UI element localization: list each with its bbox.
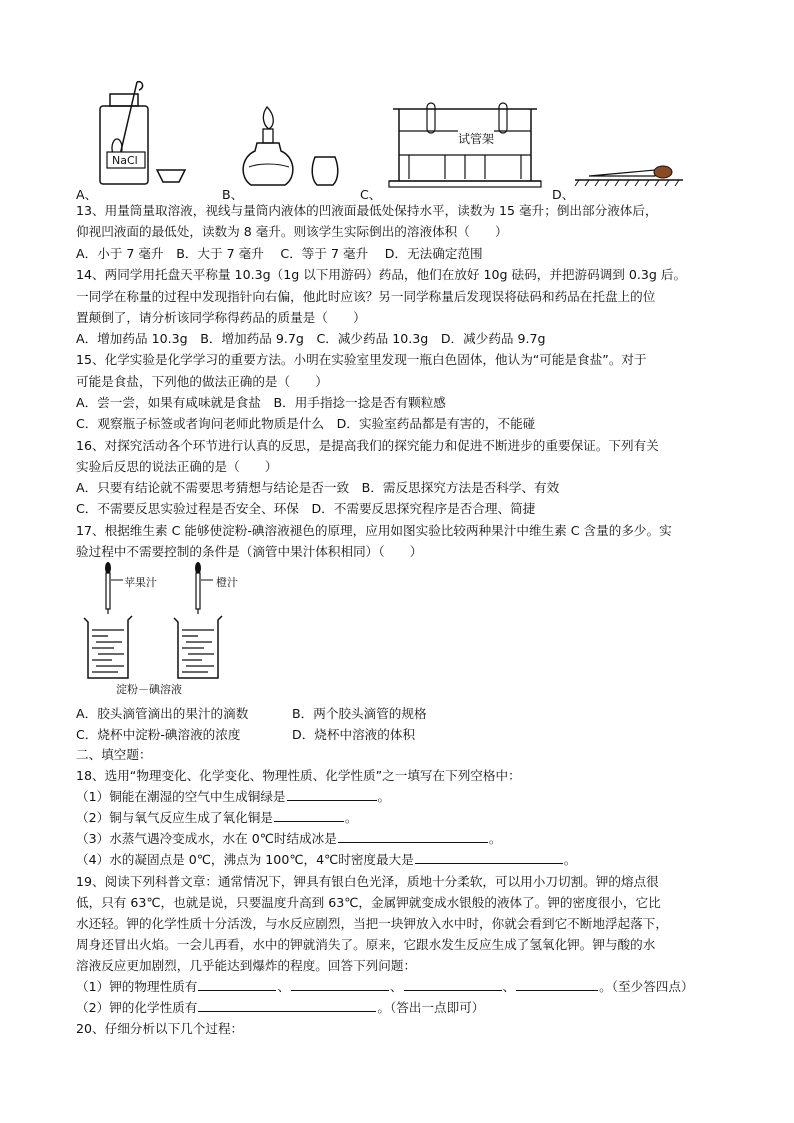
q17-option-d: D．烧杯中溶液的体积 <box>292 727 416 742</box>
q20-line1: 20、仔细分析以下几个过程： <box>76 1021 244 1036</box>
q19-item2-end: 。（答出一点即可） <box>377 1000 485 1015</box>
q14-line2: 一同学在称量的过程中发现指针向右偏，他此时应该？另一同学称量后发现误将砝码和药品在托盘上的位 <box>76 289 656 304</box>
q15-line2: 可能是食盐，下列他的做法正确的是（ ） <box>76 374 328 389</box>
nacl-label: NaCl <box>112 154 138 167</box>
q16-options2: C．不需要反思实验过程是否安全、环保 D．不需要反思探究程序是否合理、简捷 <box>76 501 536 516</box>
q19-sep2: 、 <box>389 979 403 994</box>
q13-line2: 仰视凹液面的最低处，读数为 8 毫升。则该学生实际倒出的溶液体积（ ） <box>76 224 508 239</box>
q19-item2 <box>76 998 484 1017</box>
q14-line1: 14、两同学用托盘天平称量 10.3g（1g 以下用游码）药品，他们在放好 10g 砝码，并把游码调到 0.3g 后。 <box>76 267 687 282</box>
test-tube-rack-figure <box>385 105 545 190</box>
q14-line3: 置颠倒了，请分析该同学称得药品的质量是（ ） <box>76 310 366 325</box>
q17-option-c: C．烧杯中淀粉-碘溶液的浓度 <box>76 727 241 742</box>
q19-line2: 低，只有 63℃，也就是说，只要温度升高到 63℃，金属钾就变成水银般的液体了。钾的密度很小，它比 <box>76 895 661 910</box>
q18-intro: 18、选用“物理变化、化学变化、物理性质、化学性质”之一填写在下列空格中： <box>76 768 521 783</box>
q18-item4 <box>76 850 576 869</box>
q16-line1: 16、对探究活动各个环节进行认真的反思，是提高我们的探究能力和促进不断进步的重要保证。下列有关 <box>76 438 659 453</box>
q18-item2 <box>76 808 358 827</box>
q19-item1 <box>76 977 694 996</box>
alcohol-lamp-figure <box>245 105 345 190</box>
q19-blank3[interactable] <box>404 977 502 991</box>
q19-blank5[interactable] <box>198 998 376 1012</box>
q13-line1: 13、用量筒量取溶液，视线与量筒内液体的凹液面最低处保持水平，读数为 15 毫升；倒出部分液体后， <box>76 203 658 218</box>
q18-item4-text: （4）水的凝固点是 0℃，沸点为 100℃，4℃时密度最大是 <box>76 852 414 867</box>
q18-item1-end: 。 <box>377 789 391 804</box>
q15-options2: C．观察瓶子标签或者询问老师此物质是什么 D．实验室药品都是有害的，不能碰 <box>76 416 536 431</box>
q17-option-b: B．两个胶头滴管的规格 <box>292 706 427 721</box>
q19-line1: 19、阅读下列科普文章：通常情况下，钾具有银白色光泽，质地十分柔软，可以用小刀切割。钾的熔点很 <box>76 874 659 889</box>
q16-options1: A．只要有结论就不需要思考猜想与结论是否一致 B．需反思探究方法是否科学、有效 <box>76 480 560 495</box>
starch-iodine-label: 淀粉－碘溶液 <box>116 683 182 696</box>
q19-item1-end: 。（至少答四点） <box>599 979 694 994</box>
q18-blank4[interactable] <box>415 850 563 864</box>
q15-options1: A．尝一尝，如果有咸味就是食盐 B．用手指捻一捻是否有颗粒感 <box>76 395 446 410</box>
q14-options: A．增加药品 10.3g B．增加药品 9.7g C．减少药品 10.3g D．减少药品 9.7g <box>76 331 546 346</box>
q18-item4-end: 。 <box>563 852 577 867</box>
q17-option-a: A．胶头滴管滴出的果汁的滴数 <box>76 706 249 721</box>
q19-item1-text: （1）钾的物理性质有 <box>76 979 198 994</box>
q13-options: A．小于 7 毫升 B．大于 7 毫升 C．等于 7 毫升 D．无法确定范围 <box>76 246 483 261</box>
q18-blank3[interactable] <box>338 829 488 843</box>
section-title-fill-in: 二、填空题： <box>76 747 152 762</box>
q18-item2-text: （2）铜与氧气反应生成了氧化铜是 <box>76 810 273 825</box>
rack-label: 试管架 <box>458 132 495 146</box>
q18-item3-text: （3）水蒸气遇冷变成水，水在 0℃时结成冰是 <box>76 831 337 846</box>
option-a-label: A、 <box>76 187 98 202</box>
q19-sep3: 、 <box>502 979 516 994</box>
q19-blank4[interactable] <box>516 977 598 991</box>
orange-juice-label: 橙汁 <box>216 576 238 589</box>
q18-item1-text: （1）铜能在潮湿的空气中生成铜绿是 <box>76 789 286 804</box>
q19-line5: 溶液反应更加剧烈，几乎能达到爆炸的程度。回答下列问题： <box>76 958 417 973</box>
q18-item1 <box>76 787 390 806</box>
q17-line2: 验过程中不需要控制的条件是（滴管中果汁体积相同）（ ） <box>76 544 423 559</box>
option-d-label: D、 <box>552 187 575 202</box>
q18-item2-end: 。 <box>344 810 358 825</box>
option-c-label: C、 <box>360 187 382 202</box>
q19-sep1: 、 <box>277 979 290 994</box>
q19-line4: 周身还冒出火焰。一会儿再看，水中的钾就消失了。原来，它跟水发生反应生成了氢氧化钾。钾与酸的水 <box>76 937 656 952</box>
q19-blank2[interactable] <box>291 977 389 991</box>
q18-blank1[interactable] <box>287 787 377 801</box>
q16-line2: 实验后反思的说法正确的是（ ） <box>76 459 278 474</box>
q19-line3: 水还轻。钾的化学性质十分活泼，与水反应剧烈，当把一块钾放入水中时，你就会看到它不断地浮起落下， <box>76 916 668 931</box>
q17-line1: 17、根据维生素 C 能够使淀粉-碘溶液褪色的原理，应用如图实验比较两种果汁中维生素 C 含量的多少。实 <box>76 523 672 538</box>
dropper-on-table-figure <box>575 158 685 188</box>
q18-blank2[interactable] <box>274 808 344 822</box>
q18-item3 <box>76 829 501 848</box>
q19-item2-text: （2）钾的化学性质有 <box>76 1000 198 1015</box>
apple-juice-label: 苹果汁 <box>124 576 157 589</box>
q18-item3-end: 。 <box>488 831 502 846</box>
q15-line1: 15、化学实验是化学学习的重要方法。小明在实验室里发现一瓶白色固体，他认为“可能是食盐”。对于 <box>76 352 647 367</box>
option-b-label: B、 <box>222 187 244 202</box>
q19-blank1[interactable] <box>198 977 276 991</box>
reagent-bottle-figure <box>95 78 205 188</box>
